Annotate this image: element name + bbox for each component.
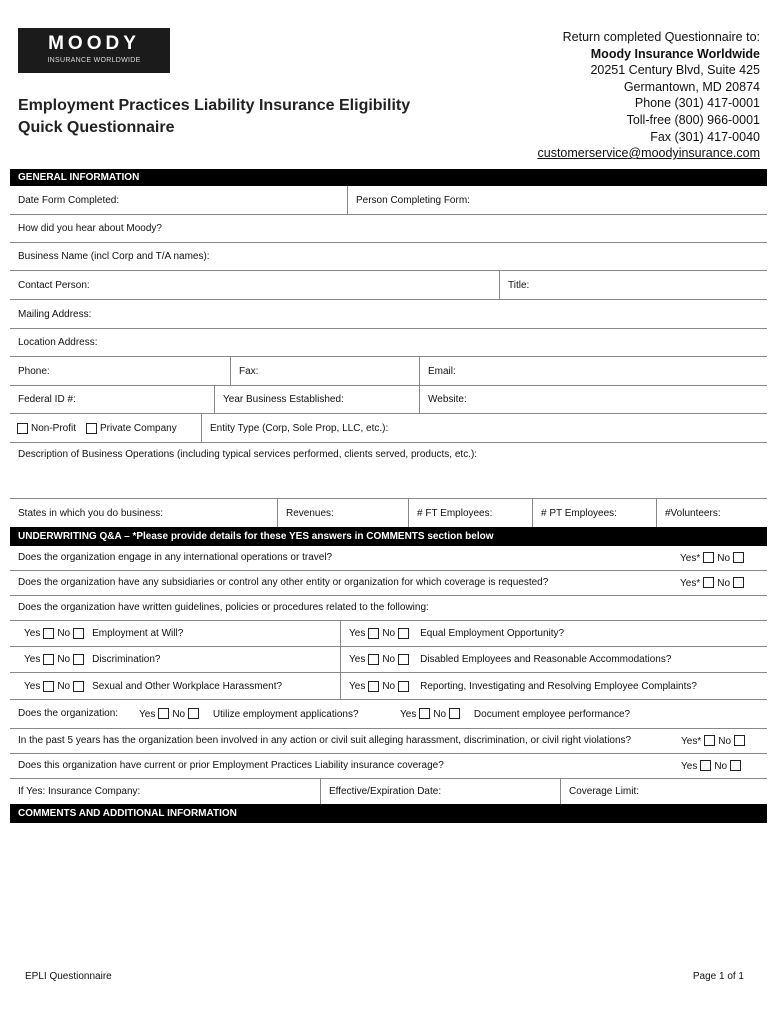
phone-field[interactable] xyxy=(10,357,230,385)
states-label: States in which you do business: xyxy=(18,507,164,519)
no-label: No xyxy=(382,628,396,639)
yes-label: Yes xyxy=(681,761,698,772)
coverage-limit-field[interactable] xyxy=(560,779,767,804)
subsidiaries-yes-checkbox[interactable] xyxy=(703,577,714,588)
location-address-label: Location Address: xyxy=(18,337,98,348)
revenues-field[interactable] xyxy=(277,499,408,527)
harassment-yes-checkbox[interactable] xyxy=(43,681,54,692)
performance-item xyxy=(400,708,630,720)
equal-opportunity-item xyxy=(340,621,767,646)
entity-type-field[interactable] xyxy=(201,414,767,442)
federal-id-label: Federal ID #: xyxy=(18,394,76,405)
q-international-answers xyxy=(680,552,747,564)
footer-page-number: Page 1 of 1 xyxy=(692,971,744,982)
coverage-limit-label: Coverage Limit: xyxy=(569,786,640,797)
return-address-block xyxy=(538,29,761,162)
person-completing-field[interactable] xyxy=(347,186,767,214)
does-org-label: Does the organization: xyxy=(18,708,119,719)
return-email-link[interactable]: customerservice@moodyinsurance.com xyxy=(537,146,760,161)
yes-label: Yes* xyxy=(680,578,701,589)
yes-label: Yes xyxy=(349,628,366,639)
email-field[interactable] xyxy=(419,357,767,385)
employment-at-will-no-checkbox[interactable] xyxy=(73,628,84,639)
ft-employees-field[interactable] xyxy=(408,499,532,527)
subsidiaries-no-checkbox[interactable] xyxy=(733,577,744,588)
international-yes-checkbox[interactable] xyxy=(703,552,714,563)
volunteers-field[interactable] xyxy=(656,499,767,527)
yes-label: Yes xyxy=(400,709,417,720)
discrimination-label: Discrimination? xyxy=(92,654,161,665)
yes-label: Yes* xyxy=(680,553,701,564)
employment-at-will-item xyxy=(10,621,340,646)
underwriting-header: UNDERWRITING Q&A – *Please provide details for these YES answers in COMMENTS section below xyxy=(10,527,767,546)
row-guidelines xyxy=(10,596,767,621)
employment-at-will-label: Employment at Will? xyxy=(92,628,184,639)
row-guideline-1 xyxy=(10,621,767,647)
no-label: No xyxy=(382,654,396,665)
no-label: No xyxy=(57,654,71,665)
coverage-no-checkbox[interactable] xyxy=(730,760,741,771)
hear-about-label: How did you hear about Moody? xyxy=(18,223,162,234)
applications-item xyxy=(139,708,359,720)
fax-label: Fax: xyxy=(239,365,259,377)
reporting-yes-checkbox[interactable] xyxy=(368,681,379,692)
q-guidelines-label: Does the organization have written guidelines, policies or procedures related to the following: xyxy=(18,602,429,613)
mailing-address-label: Mailing Address: xyxy=(18,308,92,320)
title-field[interactable] xyxy=(499,271,767,299)
description-label: Description of Business Operations (including typical services performed, clients served, products, etc.): xyxy=(18,449,478,460)
discrimination-yes-checkbox[interactable] xyxy=(43,654,54,665)
no-label: No xyxy=(172,709,186,720)
footer-form-name: EPLI Questionnaire xyxy=(25,971,112,982)
logo-brand: MOODY xyxy=(48,33,140,54)
row-guideline-3 xyxy=(10,673,767,700)
website-field[interactable] xyxy=(419,386,767,413)
row-date-person xyxy=(10,186,767,215)
row-description xyxy=(10,443,767,499)
reporting-no-checkbox[interactable] xyxy=(398,681,409,692)
harassment-label: Sexual and Other Workplace Harassment? xyxy=(92,680,283,692)
page-title xyxy=(18,95,410,139)
entity-type-label: Entity Type (Corp, Sole Prop, LLC, etc.): xyxy=(210,422,389,434)
applications-no-checkbox[interactable] xyxy=(188,708,199,719)
row-business-name xyxy=(10,243,767,271)
pt-employees-label: # PT Employees: xyxy=(541,507,617,519)
yes-label: Yes xyxy=(24,628,41,639)
row-phone-fax-email xyxy=(10,357,767,386)
past5-no-checkbox[interactable] xyxy=(734,735,745,746)
q-coverage-label: Does this organization have current or prior Employment Practices Liability insurance coverage? xyxy=(18,760,444,771)
q-subsidiaries-answers xyxy=(680,577,747,589)
performance-no-checkbox[interactable] xyxy=(449,708,460,719)
moody-logo xyxy=(18,28,170,73)
no-label: No xyxy=(718,736,732,747)
applications-label: Utilize employment applications? xyxy=(212,709,359,720)
insurance-company-field[interactable] xyxy=(10,779,320,804)
applications-yes-checkbox[interactable] xyxy=(158,708,169,719)
yes-label: Yes xyxy=(349,680,366,692)
q-past5-label: In the past 5 years has the organization been involved in any action or civil suit alleging harassment, discrimination, or civil right violations? xyxy=(18,735,632,746)
row-guideline-2 xyxy=(10,647,767,673)
row-hear-about xyxy=(10,215,767,243)
yes-label: Yes xyxy=(24,680,41,692)
contact-person-field[interactable] xyxy=(10,271,499,299)
past5-yes-checkbox[interactable] xyxy=(704,735,715,746)
no-label: No xyxy=(57,680,71,692)
yes-label: Yes xyxy=(139,709,156,720)
email-label: Email: xyxy=(428,365,456,377)
disabled-label: Disabled Employees and Reasonable Accommodations? xyxy=(420,654,672,665)
row-location xyxy=(10,329,767,357)
equal-opportunity-yes-checkbox[interactable] xyxy=(368,628,379,639)
business-name-label: Business Name (incl Corp and T/A names): xyxy=(18,251,210,262)
private-company-label: Private Company xyxy=(100,422,177,434)
harassment-no-checkbox[interactable] xyxy=(73,681,84,692)
effective-date-label: Effective/Expiration Date: xyxy=(329,786,442,797)
no-label: No xyxy=(717,553,731,564)
discrimination-no-checkbox[interactable] xyxy=(73,654,84,665)
website-label: Website: xyxy=(428,394,467,405)
yes-label: Yes* xyxy=(681,736,702,747)
reporting-label: Reporting, Investigating and Resolving Employee Complaints? xyxy=(420,680,697,692)
general-info-header: GENERAL INFORMATION xyxy=(10,169,767,186)
return-intro: Return completed Questionnaire to: xyxy=(562,30,760,44)
discrimination-item xyxy=(10,647,340,672)
performance-yes-checkbox[interactable] xyxy=(419,708,430,719)
row-federal-year-website xyxy=(10,386,767,414)
return-street: 20251 Century Blvd, Suite 425 xyxy=(590,63,760,78)
non-profit-checkbox[interactable] xyxy=(17,423,28,434)
fax-field[interactable] xyxy=(230,357,419,385)
row-subsidiaries xyxy=(10,571,767,596)
disabled-yes-checkbox[interactable] xyxy=(368,654,379,665)
pt-employees-field[interactable] xyxy=(532,499,656,527)
harassment-item xyxy=(10,673,340,699)
non-profit-label: Non-Profit xyxy=(31,422,77,434)
row-coverage xyxy=(10,754,767,779)
return-tollfree: Toll-free (800) 966-0001 xyxy=(626,112,760,127)
comments-area[interactable] xyxy=(10,823,767,958)
private-company-checkbox[interactable] xyxy=(86,423,97,434)
disabled-no-checkbox[interactable] xyxy=(398,654,409,665)
title-label: Title: xyxy=(508,279,530,291)
date-completed-label: Date Form Completed: xyxy=(18,194,120,206)
insurance-company-label: If Yes: Insurance Company: xyxy=(18,786,141,797)
contact-person-label: Contact Person: xyxy=(18,279,90,291)
disabled-item xyxy=(340,647,767,672)
q-international-label: Does the organization engage in any international operations or travel? xyxy=(18,552,333,563)
row-if-yes xyxy=(10,779,767,804)
year-established-field[interactable] xyxy=(214,386,419,413)
no-label: No xyxy=(57,628,71,639)
return-fax: Fax (301) 417-0040 xyxy=(650,129,760,144)
q-past5-answers xyxy=(681,735,748,747)
equal-opportunity-no-checkbox[interactable] xyxy=(398,628,409,639)
no-label: No xyxy=(433,709,447,720)
comments-header: COMMENTS AND ADDITIONAL INFORMATION xyxy=(10,804,767,823)
no-label: No xyxy=(382,680,396,692)
logo-subtitle: INSURANCE WORLDWIDE xyxy=(47,57,141,64)
phone-label: Phone: xyxy=(18,365,50,377)
date-completed-field[interactable] xyxy=(10,186,347,214)
states-field[interactable] xyxy=(10,499,277,527)
no-label: No xyxy=(714,761,728,772)
row-contact xyxy=(10,271,767,300)
row-past5 xyxy=(10,729,767,754)
return-company: Moody Insurance Worldwide xyxy=(590,46,760,61)
row-mailing xyxy=(10,300,767,329)
employment-at-will-yes-checkbox[interactable] xyxy=(43,628,54,639)
title-line-1: Employment Practices Liability Insurance Eligibility xyxy=(18,97,411,114)
location-address-field[interactable] xyxy=(10,329,767,356)
volunteers-label: #Volunteers: xyxy=(665,507,721,519)
federal-id-field[interactable] xyxy=(10,386,214,413)
row-entity xyxy=(10,414,767,443)
row-international xyxy=(10,546,767,571)
international-no-checkbox[interactable] xyxy=(733,552,744,563)
mailing-address-field[interactable] xyxy=(10,300,767,328)
performance-label: Document employee performance? xyxy=(473,709,631,720)
return-phone: Phone (301) 417-0001 xyxy=(634,96,760,111)
coverage-yes-checkbox[interactable] xyxy=(700,760,711,771)
person-completing-label: Person Completing Form: xyxy=(356,194,470,206)
org-type-options xyxy=(10,414,201,442)
year-established-label: Year Business Established: xyxy=(223,394,344,405)
yes-label: Yes xyxy=(24,654,41,665)
row-does-org xyxy=(10,700,767,729)
return-city: Germantown, MD 20874 xyxy=(623,79,760,94)
title-line-2: Quick Questionnaire xyxy=(18,119,175,136)
row-states-revenue xyxy=(10,499,767,527)
hear-about-field[interactable] xyxy=(10,215,767,242)
q-subsidiaries-label: Does the organization have any subsidiaries or control any other entity or organization for which coverage is requested? xyxy=(18,577,549,588)
yes-label: Yes xyxy=(349,654,366,665)
business-name-field[interactable] xyxy=(10,243,767,270)
equal-opportunity-label: Equal Employment Opportunity? xyxy=(420,628,565,639)
effective-date-field[interactable] xyxy=(320,779,560,804)
no-label: No xyxy=(717,578,731,589)
reporting-item xyxy=(340,673,767,699)
revenues-label: Revenues: xyxy=(286,507,334,519)
ft-employees-label: # FT Employees: xyxy=(417,507,493,519)
q-coverage-answers xyxy=(681,760,744,772)
description-field[interactable] xyxy=(10,443,767,498)
